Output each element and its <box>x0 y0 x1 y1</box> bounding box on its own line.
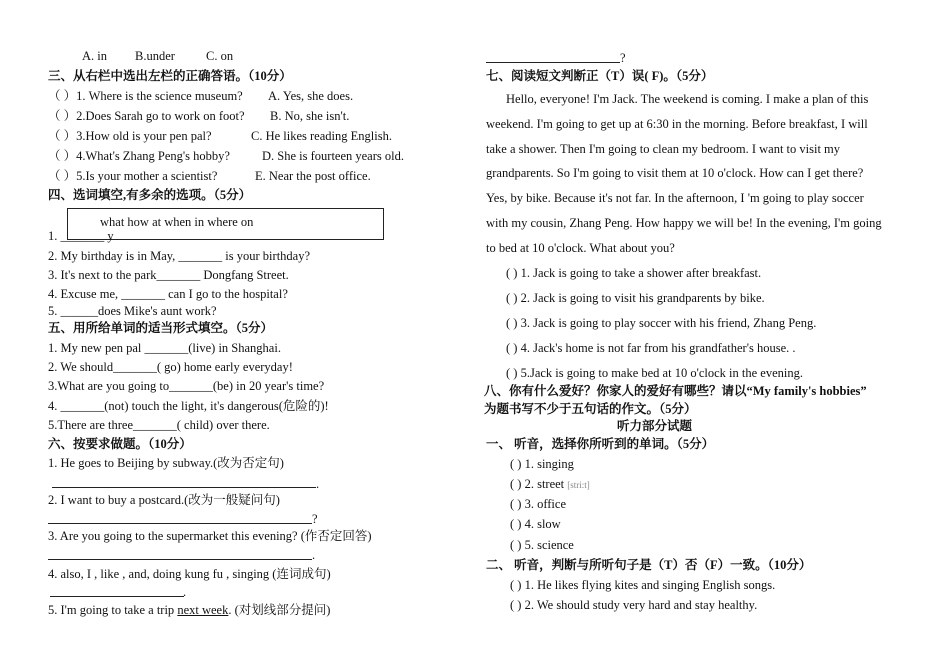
listening-word-item <box>510 476 590 493</box>
rewrite-question: 4. also, I , like , and, doing kung fu , singing (连词成句) <box>48 567 331 581</box>
form-item: 2. We should_______( go) home early everyday! <box>48 360 293 374</box>
rewrite-question: 3. Are you going to the supermarket this evening? (作否定回答) <box>48 529 372 543</box>
fill-item: 4. Excuse me, _______ can I go to the hospital? <box>48 287 288 301</box>
passage-line: to bed at 10 o'clock. What about you? <box>486 241 675 255</box>
section-8-title: 八、你有什么爱好？你家人的爱好有哪些？请以“My family's hobbies” <box>484 384 867 398</box>
fill-item: 1. _______ y <box>48 229 114 243</box>
passage-line: Hello, everyone! I'm Jack. The weekend is coming. I make a plan of this <box>506 92 869 106</box>
answer-line <box>48 559 312 560</box>
answer-line-end: . <box>316 477 320 491</box>
form-item: 5.There are three_______( child) over there. <box>48 418 270 432</box>
word-text: ( ) 2. street <box>510 477 565 491</box>
listening-sentence-item: ( ) 2. We should study very hard and stay healthy. <box>510 598 758 612</box>
answer-line-end: ? <box>620 51 626 65</box>
rewrite-question: 1. He goes to Beijing by subway.(改为否定句) <box>48 456 284 470</box>
option-a: A. in <box>82 49 107 63</box>
match-question: （ ）4.What's Zhang Peng's hobby? <box>48 149 230 163</box>
passage-line: with my cousin, Zhang Peng. How happy we will be! In the evening, I'm going <box>486 216 882 230</box>
match-answer: B. No, she isn't. <box>270 109 350 123</box>
section-3-title: 三、从右栏中选出左栏的正确答语。（10分） <box>48 69 292 83</box>
option-c: C. on <box>206 49 234 63</box>
section-5-title: 五、用所给单词的适当形式填空。（5分） <box>48 321 274 335</box>
section-7-title: 七、阅读短文判断正（T）误( F)。（5分） <box>486 69 714 83</box>
form-item: 3.What are you going to_______(be) in 20 year's time? <box>48 379 325 393</box>
judge-item: ( ) 3. Jack is going to play soccer with his friend, Zhang Peng. <box>506 316 817 330</box>
answer-line <box>486 62 620 63</box>
match-answer: A. Yes, she does. <box>268 89 354 103</box>
passage-line: take a shower. Then I'm going to clean my bedroom. I want to visit my <box>486 142 841 156</box>
match-question: （ ）3.How old is your pen pal? <box>48 129 212 143</box>
fill-item: 2. My birthday is in May, _______ is your birthday? <box>48 249 311 263</box>
answer-line-end: . <box>183 585 187 599</box>
answer-line <box>50 596 184 597</box>
question-note: . (对划线部分提问) <box>228 603 331 617</box>
word-bank: what how at when in where on <box>100 215 254 229</box>
passage-line: grandparents. So I'm going to visit them at 10 o'clock. How can I get there? <box>486 166 864 180</box>
judge-item: ( ) 2. Jack is going to visit his grandparents by bike. <box>506 291 765 305</box>
listening-word-item: ( ) 1. singing <box>510 457 574 471</box>
answer-line-end: ? <box>312 512 318 526</box>
section-8-title-cont: 为题书写不少于五句话的作文。（5分） <box>484 402 697 416</box>
judge-item: ( ) 5.Jack is going to make bed at 10 o'clock in the evening. <box>506 366 803 380</box>
section-6-title: 六、按要求做题。（10分） <box>48 437 192 451</box>
listening-title: 听力部分试题 <box>617 419 693 433</box>
listening-section-1-title: 一、 听音，选择你所听到的单词。（5分） <box>486 437 715 451</box>
rewrite-question <box>48 602 330 618</box>
rewrite-question: 2. I want to buy a postcard.(改为一般疑问句) <box>48 493 280 507</box>
answer-line-end: . <box>312 548 316 562</box>
match-question: （ ）1. Where is the science museum? <box>48 89 243 103</box>
match-question: （ ）5.Is your mother a scientist? <box>48 169 218 183</box>
fill-item: 3. It's next to the park_______ Dongfang Street. <box>48 268 289 282</box>
question-text: 5. I'm going to take a trip <box>48 603 178 617</box>
answer-line <box>52 487 316 488</box>
match-question: （ ）2.Does Sarah go to work on foot? <box>48 109 245 123</box>
section-4-title: 四、选词填空,有多余的选项。（5分） <box>48 188 252 202</box>
passage-line: weekend. I'm going to get up at 6:30 in the morning. Before breakfast, I will <box>486 117 868 131</box>
phonetic-annotation: [stri:t] <box>567 480 590 490</box>
match-answer: C. He likes reading English. <box>251 129 392 143</box>
match-answer: D. She is fourteen years old. <box>262 149 404 163</box>
form-item: 1. My new pen pal _______(live) in Shanghai. <box>48 341 281 355</box>
top-options <box>82 48 233 64</box>
judge-item: ( ) 1. Jack is going to take a shower after breakfast. <box>506 266 762 280</box>
option-b: B.under <box>135 49 175 63</box>
form-item: 4. _______(not) touch the light, it's dangerous(危险的)! <box>48 399 329 413</box>
listening-word-item: ( ) 3. office <box>510 497 566 511</box>
listening-word-item: ( ) 4. slow <box>510 517 561 531</box>
answer-line <box>48 523 312 524</box>
judge-item: ( ) 4. Jack's home is not far from his grandfather's house. . <box>506 341 796 355</box>
match-answer: E. Near the post office. <box>255 169 371 183</box>
listening-sentence-item: ( ) 1. He likes flying kites and singing English songs. <box>510 578 776 592</box>
underlined-phrase: next week <box>177 603 229 617</box>
passage-line: Yes, by bike. Because it's not far. In the afternoon, I 'm going to play soccer <box>486 191 864 205</box>
fill-item: 5. ______does Mike's aunt work? <box>48 304 217 318</box>
listening-section-2-title: 二、 听音，判断与所听句子是（T）否（F）一致。（10分） <box>486 558 812 572</box>
listening-word-item: ( ) 5. science <box>510 538 574 552</box>
